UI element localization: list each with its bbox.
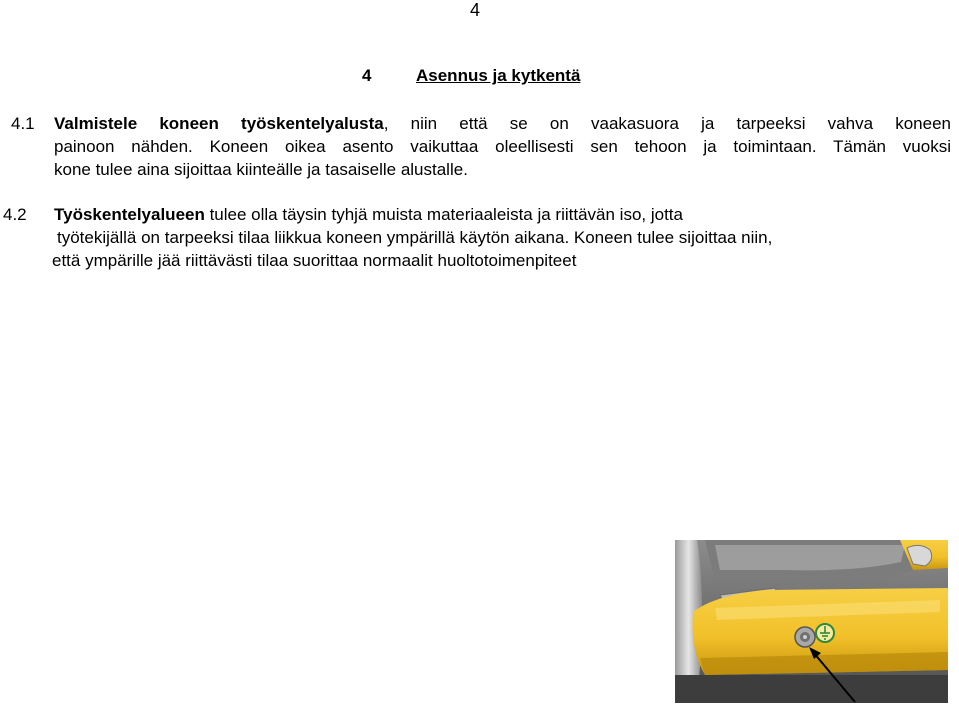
ground-symbol-icon xyxy=(816,624,834,642)
section-4-2-line-2: työtekijällä on tarpeeksi tilaa liikkua koneen ympärillä käytön aikana. Koneen tulee sijoittaa niin, xyxy=(57,228,773,247)
section-4-2-bold-lead: Työskentelyalueen xyxy=(54,205,205,224)
section-heading xyxy=(362,66,580,86)
section-4-1-line-1 xyxy=(54,112,951,135)
machine-grounding-photo xyxy=(675,540,948,703)
section-4-2-line-1-rest: tulee olla täysin tyhjä muista materiaaleista ja riittävän iso, jotta xyxy=(204,205,683,224)
section-4-1-bold-lead: Valmistele koneen työskentelyalusta xyxy=(54,114,384,133)
page-number: 4 xyxy=(470,0,481,20)
grounding-terminal-icon xyxy=(795,627,815,647)
heading-number: 4 xyxy=(362,66,372,85)
section-4-1-number: 4.1 xyxy=(11,114,35,133)
section-4-1-line-2: painoon nähden. Koneen oikea asento vaikuttaa oleellisesti sen tehoon ja toimintaan. Tämän vuoksi xyxy=(54,137,951,156)
heading-title: Asennus ja kytkentä xyxy=(416,66,581,85)
section-4-2 xyxy=(0,203,959,275)
section-4-1-line-1-rest: , niin että se on vaakasuora ja tarpeeksi vahva koneen xyxy=(383,114,951,133)
machine-grounding-illustration xyxy=(675,540,948,703)
lower-shadow xyxy=(675,675,948,703)
section-4-2-number: 4.2 xyxy=(3,205,27,224)
section-4-2-line-3: että ympärille jää riittävästi tilaa suorittaa normaalit huoltotoimenpiteet xyxy=(52,251,577,270)
section-4-1-line-3: kone tulee aina sijoittaa kiinteälle ja tasaiselle alustalle. xyxy=(54,160,468,179)
section-4-1 xyxy=(0,112,959,184)
section-4-2-line-1 xyxy=(54,203,683,226)
